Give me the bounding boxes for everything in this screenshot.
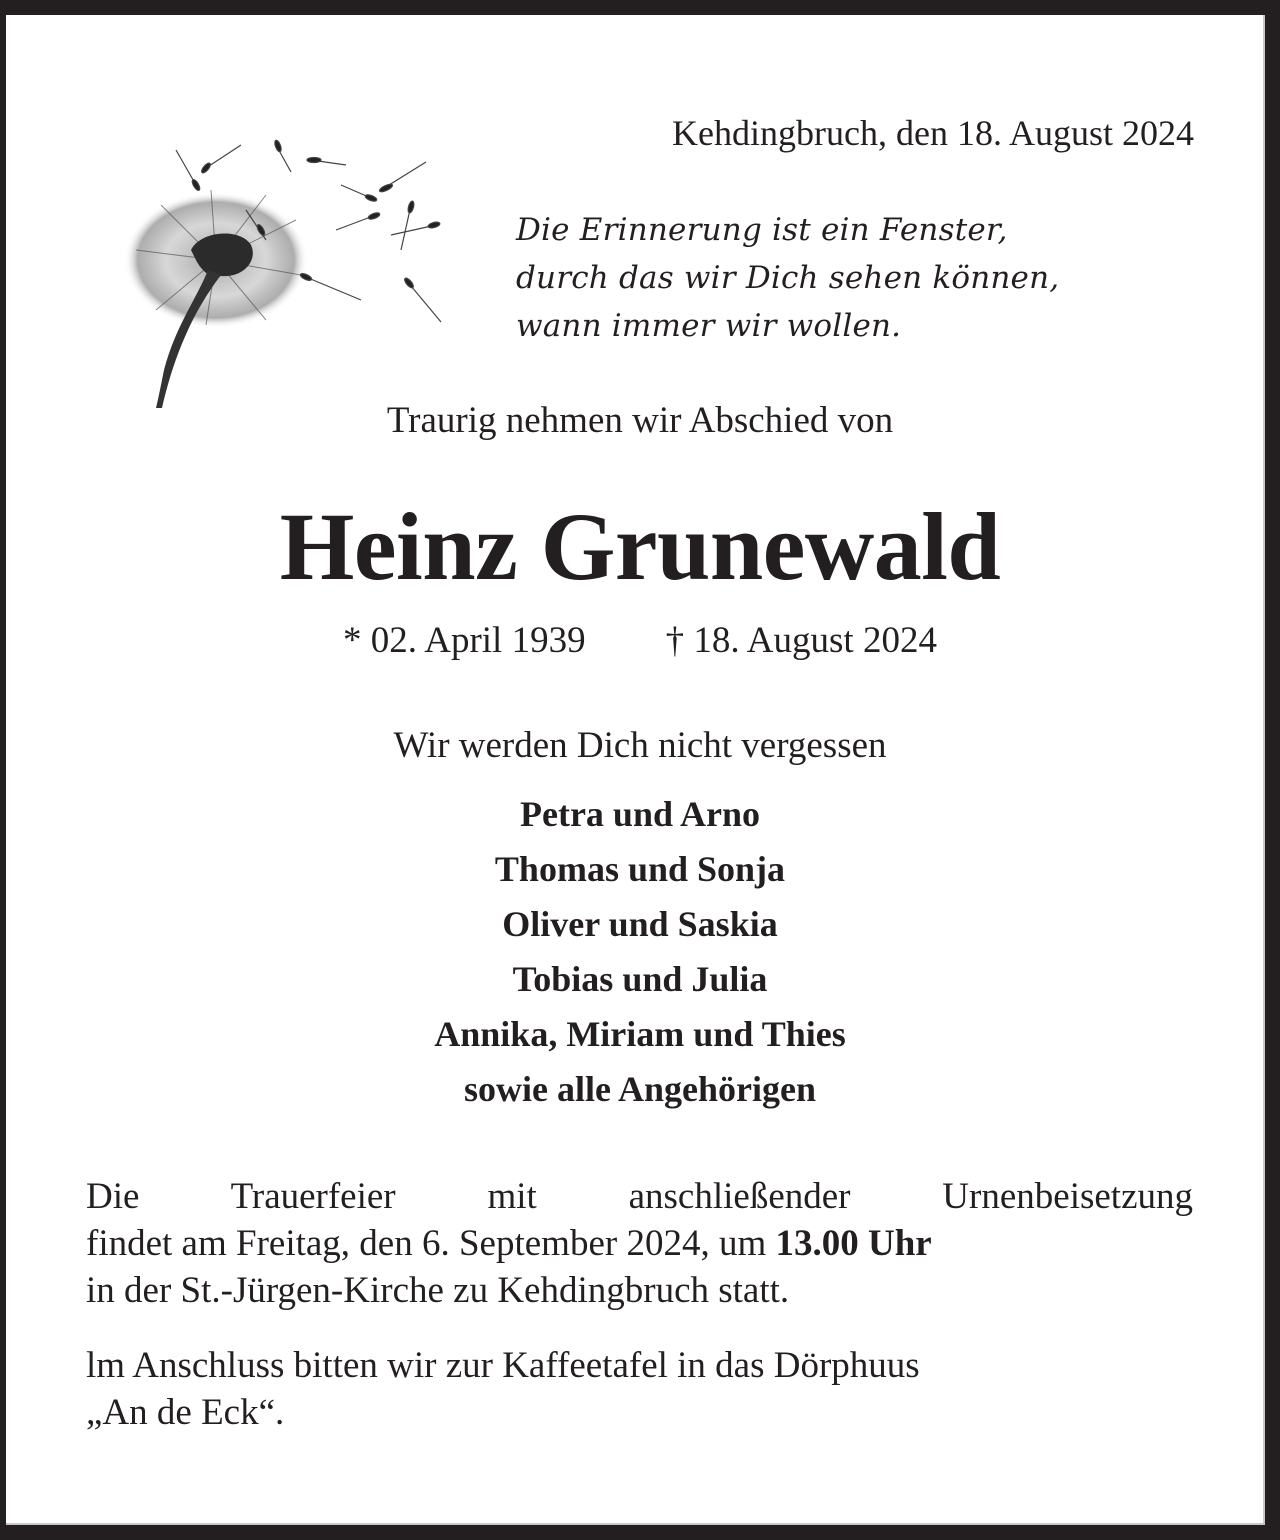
service-line: Die Trauerfeier mit anschließender Urnenbeisetzung	[86, 1176, 1193, 1217]
farewell-line: Wir werden Dich nicht vergessen	[393, 725, 887, 766]
dandelion-icon	[116, 110, 456, 415]
birth-date: * 02. April 1939	[343, 620, 586, 661]
mourner-entry: Thomas und Sonja	[494, 849, 786, 889]
mourner-entry: Petra und Arno	[519, 794, 760, 834]
reception-line: lm Anschluss bitten wir zur Kaffeetafel in das Dörphuus	[86, 1345, 920, 1386]
mourner-entry: Tobias und Julia	[512, 959, 768, 999]
memorial-quote	[516, 206, 1059, 350]
mourner-entry: Annika, Miriam und Thies	[434, 1014, 846, 1054]
service-paragraph	[86, 1173, 1193, 1314]
deceased-name: Heinz Grunewald	[279, 493, 1001, 600]
mourner-entry: sowie alle Angehörigen	[464, 1069, 816, 1109]
service-time: 13.00 Uhr	[775, 1223, 932, 1264]
quote-line: wann immer wir wollen.	[516, 308, 902, 344]
mourner-entry: Oliver und Saskia	[502, 904, 778, 944]
intro-line: Traurig nehmen wir Abschied von	[386, 400, 894, 441]
quote-line: durch das wir Dich sehen können,	[516, 260, 1060, 296]
life-dates	[0, 618, 1280, 664]
reception-paragraph	[86, 1342, 1193, 1436]
reception-line: „An de Eck“.	[86, 1392, 285, 1433]
place-date: Kehdingbruch, den 18. August 2024	[672, 113, 1194, 153]
service-date-text: findet am Freitag, den 6. September 2024, um	[86, 1223, 776, 1264]
service-line	[86, 1220, 1193, 1267]
death-date: † 18. August 2024	[665, 620, 937, 661]
mourners-list	[0, 787, 1280, 1117]
service-line: in der St.-Jürgen-Kirche zu Kehdingbruch statt.	[86, 1270, 790, 1311]
quote-line: Die Erinnerung ist ein Fenster,	[516, 212, 1008, 248]
